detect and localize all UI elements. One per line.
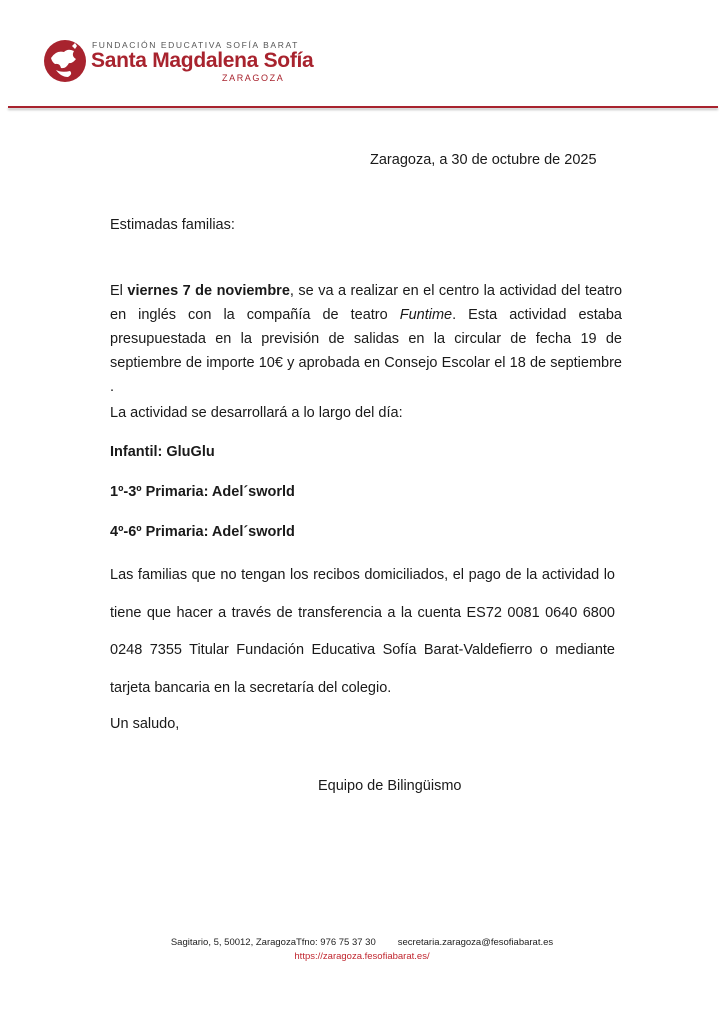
school-city: ZARAGOZA — [222, 73, 285, 83]
globe-emblem-icon — [42, 38, 88, 84]
footer-contact — [0, 937, 724, 948]
event-date: viernes 7 de noviembre — [127, 283, 290, 299]
schedule-item-primaria-4-6: 4º-6º Primaria: Adel´sworld — [110, 524, 295, 540]
footer-email[interactable]: secretaria.zaragoza@fesofiabarat.es — [397, 937, 554, 948]
schedule-item-primaria-1-3: 1º-3º Primaria: Adel´sworld — [110, 484, 295, 500]
letter-date: Zaragoza, a 30 de octubre de 2025 — [370, 152, 597, 168]
closing: Un saludo, — [110, 716, 180, 732]
school-name: Santa Magdalena Sofía — [91, 49, 314, 72]
schedule-intro: La actividad se desarrollará a lo largo del día: — [110, 405, 403, 421]
footer-website-link[interactable]: https://zaragoza.fesofiabarat.es/ — [294, 951, 430, 962]
company-name: Funtime — [399, 307, 453, 323]
signature: Equipo de Bilingüismo — [318, 778, 462, 794]
greeting: Estimadas familias: — [110, 217, 235, 233]
payment-paragraph: Las familias que no tengan los recibos domiciliados, el pago de la actividad lo tiene que hacer a través de transferencia a la cuenta ES72 0081 0640 6800 0248 7355 Titular Fundación Educativa Sofía Barat-Valdefierro o mediante tarjeta bancaria en la secretaría del colegio. — [110, 567, 615, 696]
intro-paragraph: El viernes 7 de noviembre, se va a realizar en el centro la actividad del teatro en inglés con la compañía de teatro Funtime. Esta actividad estaba presupuestada en la previsión de salidas en la circular de fecha 19 de septiembre de importe 10€ y aprobada en Consejo Escolar el 18 de septiembre . — [110, 283, 623, 395]
foundation-name: FUNDACIÓN EDUCATIVA SOFÍA BARAT — [92, 40, 299, 50]
school-logo — [42, 38, 322, 88]
schedule-item-infantil: Infantil: GluGlu — [110, 444, 215, 460]
header-divider — [8, 106, 718, 108]
footer-address: Sagitario, 5, 50012, ZaragozaTfno: 976 75 37 30 — [170, 937, 376, 948]
